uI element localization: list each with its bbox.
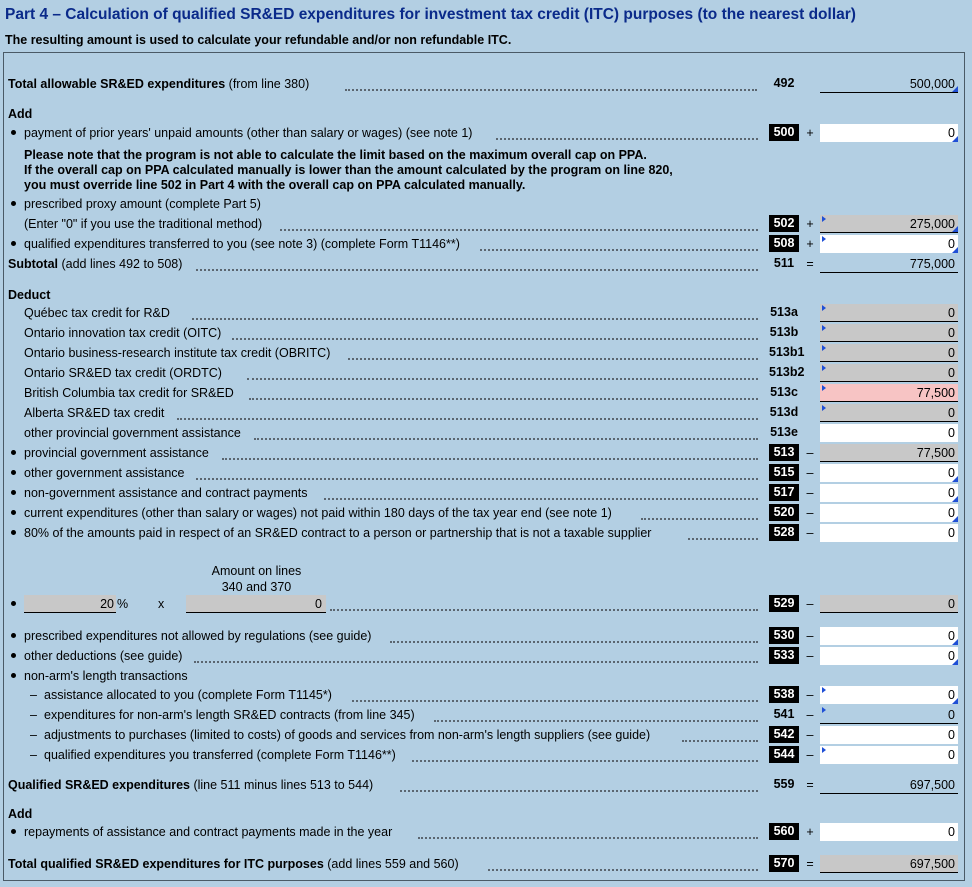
- leader-dots: [641, 503, 758, 520]
- operator: –: [806, 597, 814, 611]
- leader-dots: [194, 646, 758, 663]
- percent-sign: %: [117, 597, 129, 611]
- row-515: [0, 463, 972, 483]
- line-513c-field[interactable]: 77,500: [820, 384, 958, 402]
- row-label: prescribed expenditures not allowed by regulations (see guide): [24, 629, 372, 643]
- flag-icon: [822, 385, 826, 391]
- percent-field[interactable]: 20: [24, 595, 116, 613]
- line-508-input[interactable]: 0: [820, 235, 958, 253]
- line-513e-field[interactable]: 0: [820, 424, 958, 442]
- line-code: 560: [769, 823, 799, 840]
- row-513e: [0, 423, 972, 443]
- leader-dots: [249, 383, 758, 400]
- bullet-icon: [11, 201, 16, 206]
- line-528-field[interactable]: 0: [820, 524, 958, 542]
- row-label: assistance allocated to you (complete Form T1145*): [44, 688, 332, 702]
- row-511: [0, 254, 972, 274]
- row-proxy-label: [0, 194, 972, 214]
- line-513-field: 77,500: [820, 444, 958, 462]
- row-542: [0, 725, 972, 745]
- line-500-input[interactable]: 0: [820, 124, 958, 142]
- line-code: 541: [773, 707, 795, 721]
- override-marker-icon: [952, 659, 958, 665]
- page-subtitle: The resulting amount is used to calculate your refundable and/or non refundable ITC.: [5, 33, 512, 47]
- row-label: British Columbia tax credit for SR&ED: [24, 386, 234, 400]
- operator: –: [806, 486, 814, 500]
- dash-marker: –: [30, 728, 37, 742]
- row-label: qualified expenditures transferred to you (see note 3) (complete Form T1146**): [24, 237, 460, 251]
- row-label: non-government assistance and contract payments: [24, 486, 308, 500]
- line-code: 513: [769, 444, 799, 461]
- line-538-field[interactable]: 0: [820, 686, 958, 704]
- override-marker-icon: [952, 698, 958, 704]
- line-513b2-field[interactable]: 0: [820, 364, 958, 382]
- operator: +: [806, 126, 814, 140]
- row-513b: [0, 323, 972, 343]
- row-513b2: [0, 363, 972, 383]
- leader-dots: [196, 463, 758, 480]
- line-code: 508: [769, 235, 799, 252]
- row-label: payment of prior years' unpaid amounts (other than salary or wages) (see note 1): [24, 126, 473, 140]
- line-533-field[interactable]: 0: [820, 647, 958, 665]
- leader-dots: [390, 626, 758, 643]
- row-538: [0, 685, 972, 705]
- operator: –: [806, 649, 814, 663]
- flag-icon: [822, 687, 826, 693]
- operator: –: [806, 688, 814, 702]
- flag-icon: [822, 747, 826, 753]
- row-label: Subtotal (add lines 492 to 508): [8, 257, 183, 271]
- bullet-icon: [11, 450, 16, 455]
- row-513c: [0, 383, 972, 403]
- line-code: 513b: [769, 325, 799, 339]
- line-code: 513e: [770, 425, 798, 439]
- operator: =: [806, 857, 814, 871]
- row-500: [0, 123, 972, 143]
- line-code: 513d: [769, 405, 799, 419]
- row-label: Ontario innovation tax credit (OITC): [24, 326, 222, 340]
- row-544: [0, 745, 972, 765]
- leader-dots: [222, 443, 758, 460]
- row-508: [0, 234, 972, 254]
- leader-dots: [418, 822, 758, 839]
- leader-dots: [412, 745, 758, 762]
- row-label: adjustments to purchases (limited to costs) of goods and services from non-arm's length suppliers (see guide): [44, 728, 651, 742]
- line-559-amount: 697,500: [820, 776, 958, 794]
- row-label: Total qualified SR&ED expenditures for ITC purposes (add lines 559 and 560): [8, 857, 459, 871]
- row-label: repayments of assistance and contract payments made in the year: [24, 825, 393, 839]
- page-title: Part 4 – Calculation of qualified SR&ED expenditures for investment tax credit (ITC) purposes (to the nearest dollar): [5, 6, 856, 23]
- leader-dots: [688, 523, 758, 540]
- line-542-field[interactable]: 0: [820, 726, 958, 744]
- operator: +: [806, 217, 814, 231]
- section-heading-add: Add: [8, 107, 33, 121]
- flag-icon: [822, 305, 826, 311]
- line-code: 492: [773, 76, 795, 90]
- line-code: 511: [773, 256, 795, 270]
- row-label: Ontario business-research institute tax credit (OBRITC): [24, 346, 331, 360]
- line-code: 513a: [770, 305, 798, 319]
- line-code: 559: [773, 777, 795, 791]
- row-560: [0, 822, 972, 842]
- line-511-amount: 775,000: [820, 255, 958, 273]
- leader-dots: [330, 594, 758, 611]
- row-559: [0, 775, 972, 795]
- bullet-icon: [11, 633, 16, 638]
- line-513b-field[interactable]: 0: [820, 324, 958, 342]
- bullet-icon: [11, 241, 16, 246]
- line-code: 530: [769, 627, 799, 644]
- line-513d-field[interactable]: 0: [820, 404, 958, 422]
- row-label: Qualified SR&ED expenditures (line 511 minus lines 513 to 544): [8, 778, 374, 792]
- line-code: 538: [769, 686, 799, 703]
- override-marker-icon: [952, 639, 958, 645]
- row-non-arm: [0, 666, 972, 686]
- line-code: 513b1: [769, 345, 805, 359]
- row-513: [0, 443, 972, 463]
- line-544-field[interactable]: 0: [820, 746, 958, 764]
- line-code: 513c: [770, 385, 798, 399]
- row-label: 80% of the amounts paid in respect of an SR&ED contract to a person or partnership that is not a taxable supplier: [24, 526, 652, 540]
- row-label: Alberta SR&ED tax credit: [24, 406, 165, 420]
- line-code: 528: [769, 524, 799, 541]
- leader-dots: [254, 423, 758, 440]
- line-529-amount: 0: [820, 595, 958, 613]
- flag-icon: [822, 216, 826, 222]
- operator: –: [806, 748, 814, 762]
- line-530-field[interactable]: 0: [820, 627, 958, 645]
- row-label: qualified expenditures you transferred (complete Form T1146**): [44, 748, 396, 762]
- bullet-icon: [11, 829, 16, 834]
- flag-icon: [822, 365, 826, 371]
- row-528: [0, 523, 972, 543]
- override-marker-icon: [952, 136, 958, 142]
- line-code: 502: [769, 215, 799, 232]
- operator: –: [806, 728, 814, 742]
- bullet-icon: [11, 653, 16, 658]
- row-517: [0, 483, 972, 503]
- leader-dots: [345, 74, 757, 91]
- row-label: expenditures for non-arm's length SR&ED contracts (from line 345): [44, 708, 415, 722]
- bullet-icon: [11, 673, 16, 678]
- section-heading-deduct: Deduct: [8, 288, 51, 302]
- line-513b1-field[interactable]: 0: [820, 344, 958, 362]
- line-code: 529: [769, 595, 799, 612]
- leader-dots: [177, 403, 758, 420]
- row-label: other government assistance: [24, 466, 185, 480]
- override-marker-icon: [952, 226, 958, 232]
- leader-dots: [682, 725, 758, 742]
- flag-icon: [822, 236, 826, 242]
- dash-marker: –: [30, 748, 37, 762]
- line-code: 570: [769, 855, 799, 872]
- row-492: [0, 74, 972, 94]
- row-label: (Enter "0" if you use the traditional method): [24, 217, 263, 231]
- row-label: other provincial government assistance: [24, 426, 241, 440]
- line-code: 517: [769, 484, 799, 501]
- flag-icon: [822, 707, 826, 713]
- leader-dots: [480, 234, 758, 251]
- operator: –: [806, 506, 814, 520]
- row-label: non-arm's length transactions: [24, 669, 188, 683]
- line-code: 542: [769, 726, 799, 743]
- operator: +: [806, 825, 814, 839]
- line-541-field[interactable]: 0: [820, 706, 958, 724]
- operator: +: [806, 237, 814, 251]
- dash-marker: –: [30, 708, 37, 722]
- line-code: 544: [769, 746, 799, 763]
- line-code: 515: [769, 464, 799, 481]
- override-marker-icon: [952, 247, 958, 253]
- leader-dots: [488, 854, 758, 871]
- leader-dots: [352, 685, 758, 702]
- amount-340-370-field[interactable]: 0: [186, 595, 326, 613]
- leader-dots: [280, 214, 758, 231]
- operator: =: [806, 778, 814, 792]
- line-code: 500: [769, 124, 799, 141]
- bullet-icon: [11, 130, 16, 135]
- line-520-field[interactable]: 0: [820, 504, 958, 522]
- bullet-icon: [11, 510, 16, 515]
- line-517-field[interactable]: 0: [820, 484, 958, 502]
- line-570-amount: 697,500: [820, 855, 958, 873]
- row-530: [0, 626, 972, 646]
- leader-dots: [247, 363, 758, 380]
- leader-dots: [348, 343, 758, 360]
- operator: –: [806, 629, 814, 643]
- line-code: 533: [769, 647, 799, 664]
- line-492-amount: 500,000: [820, 75, 958, 93]
- flag-icon: [822, 325, 826, 331]
- row-520: [0, 503, 972, 523]
- operator: –: [806, 446, 814, 460]
- times-sign: x: [158, 597, 165, 611]
- line-code: 520: [769, 504, 799, 521]
- row-label: provincial government assistance: [24, 446, 209, 460]
- row-513b1: [0, 343, 972, 363]
- override-marker-icon: [952, 476, 958, 482]
- leader-dots: [232, 323, 758, 340]
- row-label: other deductions (see guide): [24, 649, 183, 663]
- leader-dots: [192, 303, 758, 320]
- row-513d: [0, 403, 972, 423]
- leader-dots: [324, 483, 758, 500]
- flag-icon: [822, 405, 826, 411]
- leader-dots: [496, 123, 758, 140]
- row-label: prescribed proxy amount (complete Part 5): [24, 197, 261, 211]
- override-marker-icon: [952, 496, 958, 502]
- bullet-icon: [11, 490, 16, 495]
- bullet-icon: [11, 530, 16, 535]
- line-502-amount[interactable]: 275,000: [820, 215, 958, 233]
- leader-dots: [434, 705, 758, 722]
- line-515-field[interactable]: 0: [820, 464, 958, 482]
- dash-marker: –: [30, 688, 37, 702]
- row-541: [0, 705, 972, 725]
- line-560-input[interactable]: 0: [820, 823, 958, 841]
- row-513a: [0, 303, 972, 323]
- leader-dots: [196, 254, 758, 271]
- row-502: [0, 214, 972, 234]
- row-570: [0, 854, 972, 874]
- operator: –: [806, 466, 814, 480]
- amount-on-lines-label: Amount on lines 340 and 370: [211, 564, 302, 594]
- operator: –: [806, 708, 814, 722]
- line-513a-field[interactable]: 0: [820, 304, 958, 322]
- bullet-icon: [11, 470, 16, 475]
- row-529: [0, 594, 972, 614]
- row-533: [0, 646, 972, 666]
- section-heading-add-2: Add: [8, 807, 33, 821]
- flag-icon: [822, 345, 826, 351]
- row-label: Ontario SR&ED tax credit (ORDTC): [24, 366, 222, 380]
- operator: –: [806, 526, 814, 540]
- line-code: 513b2: [769, 365, 805, 379]
- override-marker-icon: [952, 516, 958, 522]
- operator: =: [806, 257, 814, 271]
- override-marker-icon: [952, 86, 958, 92]
- ppa-note: Please note that the program is not able to calculate the limit based on the maximum overall cap on PPA. If the overall cap on PPA calculated manually is lower than the amount calculated by the program on line 820, you must override line 502 in Part 4 with the overall cap on PPA calculated manually.: [24, 148, 673, 192]
- row-label: Total allowable SR&ED expenditures (from line 380): [8, 77, 310, 91]
- row-label: current expenditures (other than salary or wages) not paid within 180 days of the tax year end (see note 1): [24, 506, 612, 520]
- leader-dots: [400, 775, 758, 792]
- row-label: Québec tax credit for R&D: [24, 306, 170, 320]
- bullet-icon: [11, 601, 16, 606]
